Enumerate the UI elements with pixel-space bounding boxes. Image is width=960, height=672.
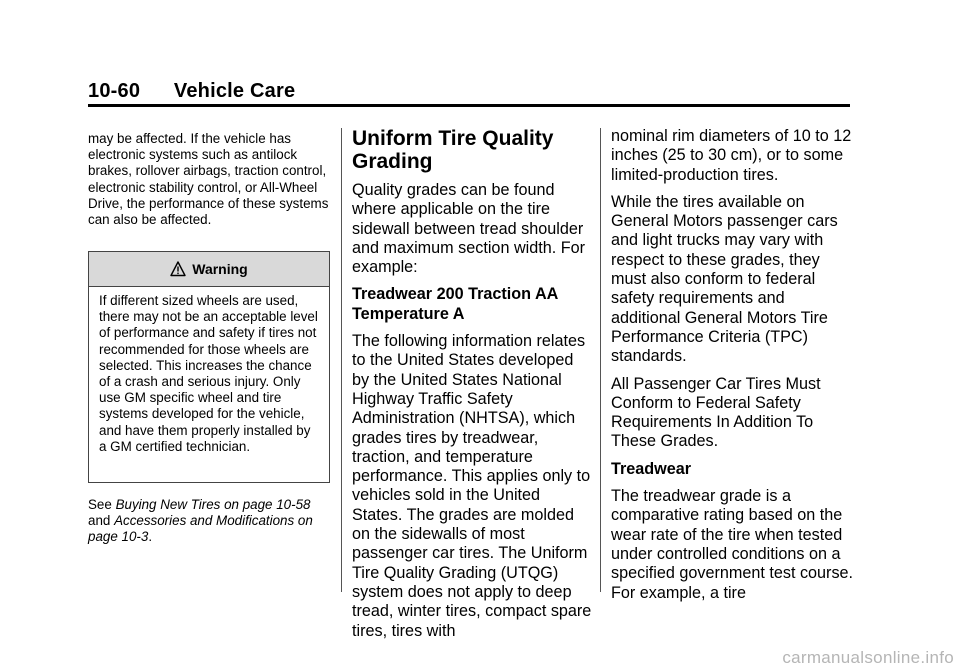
right-paragraph-2: While the tires available on General Motors passenger cars and light trucks may vary with respect to these grades, they must also conform to federal safety requirements and additional General Motors Tire Performance Criteria (TPC) standards. [611, 192, 838, 366]
see-also [88, 497, 333, 546]
warning-box [88, 251, 330, 483]
warning-triangle-icon [170, 261, 186, 277]
see-conjunction: and [88, 513, 111, 529]
see-ref-accessories[interactable]: Accessories and Modifications on page 10-3 [88, 513, 313, 545]
right-paragraph-3: All Passenger Car Tires Must Conform to Federal Safety Requirements In Addition To These Grades. [611, 374, 821, 451]
warning-text: If different sized wheels are used, there may not be an acceptable level of performance and safety if tires not recommended for those wheels are selected. This increases the chance of a crash and serious injury. Only use GM specific wheel and tire systems developed for the vehicle, and have them properly installed by a GM certified technician. [99, 293, 318, 454]
see-prefix: See [88, 497, 112, 512]
page-header [88, 80, 295, 103]
column-divider-1 [341, 128, 342, 592]
middle-paragraph-1: Quality grades can be found where applicable on the tire sidewall between tread shoulder and maximum section width. For example: [352, 181, 586, 277]
see-suffix: . [148, 529, 153, 545]
treadwear-subheading: Treadwear [611, 459, 692, 478]
middle-column [352, 127, 592, 649]
warning-header [89, 252, 329, 287]
grade-example: Treadwear 200 Traction AA Temperature A [352, 285, 558, 323]
page-number: 10-60 [88, 80, 141, 102]
warning-title: Warning [192, 261, 248, 277]
left-column [88, 131, 333, 228]
header-rule [88, 104, 850, 107]
see-ref-buying-new-tires[interactable]: Buying New Tires on page 10-58 [115, 497, 311, 512]
section-title: Vehicle Care [173, 80, 296, 102]
right-paragraph-4: The treadwear grade is a comparative rating based on the wear rate of the tire when tested under controlled conditions on a specified government test course. For example, a tire [611, 487, 854, 602]
column-divider-2 [600, 128, 601, 592]
right-paragraph-1: nominal rim diameters of 10 to 12 inches (25 to 30 cm), or to some limited-production tires. [611, 127, 852, 184]
section-heading: Uniform Tire Quality Grading [352, 127, 554, 173]
watermark: carmanualsonline.info [782, 648, 954, 667]
middle-paragraph-2: The following information relates to the United States developed by the United States National Highway Traffic Safety Administration (NHTSA), which grades tires by treadwear, traction, and temperature performance. This applies only to vehicles sold in the United States. The grades are molded on the sidewalls of most passenger car tires. The Uniform Tire Quality Grading (UTQG) system does not apply to deep tread, winter tires, compact spare tires, tires with [352, 332, 592, 640]
intro-paragraph: may be affected. If the vehicle has electronic systems such as antilock brakes, rollover airbags, traction control, electronic stability control, or All-Wheel Drive, the performance of these systems can also be affected. [88, 131, 329, 228]
right-column [611, 127, 856, 611]
